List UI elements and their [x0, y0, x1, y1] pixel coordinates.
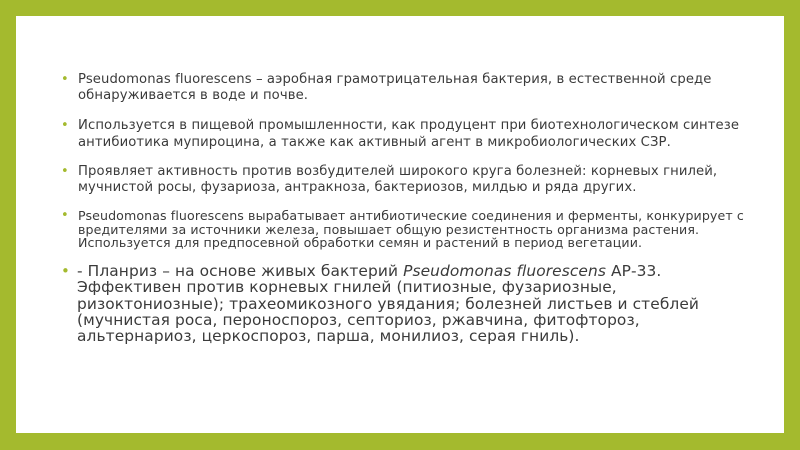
- bullet-text: Проявляет активность против возбудителей широкого круга болезней: корневых гнилей, мучнистой росы, фузариоза, антракноза, бактериозов, милдью и ряда других.: [78, 164, 718, 195]
- bullet-icon: •: [61, 164, 69, 179]
- bullet-icon: •: [61, 72, 69, 87]
- bullet-text: Используется в пищевой промышленности, как продуцент при биотехнологическом синтезе антибиотика мупироцина, а также как активный агент в микробиологических СЗР.: [78, 118, 740, 150]
- bullet-icon: •: [61, 208, 69, 223]
- bullet-text-italic: Pseudomonas fluorescens: [403, 261, 606, 280]
- bullet-item: [60, 117, 760, 151]
- bullet-icon: •: [61, 118, 69, 133]
- bullet-text-suffix: АР-33. Эффективен против корневых гнилей (питиозные, фузариозные, ризоктониозные); трахеомикозного увядания; болезней листьев и стеблей (мучнистая роса, пероноспороз, септориоз, ржавчина, фитофтороз, альтернариоз, церкоспороз, парша, монилиоз, серая гниль).: [77, 261, 700, 346]
- bullet-item: [60, 164, 760, 196]
- bullet-icon: •: [61, 261, 70, 280]
- bullet-text-prefix: - Планриз – на основе живых бактерий: [77, 261, 404, 280]
- slide-content: [16, 16, 784, 433]
- bullet-item: [60, 209, 760, 250]
- bullet-item: [60, 263, 760, 345]
- bullet-text: Pseudomonas fluorescens – аэробная грамотрицательная бактерия, в естественной среде обнаруживается в воде и почве.: [78, 72, 712, 103]
- bullet-text: Pseudomonas fluorescens вырабатывает антибиотические соединения и ферменты, конкурирует с вредителями за источники железа, повышает общую резистентность организма растения. Используется для предпосевной обработки семян и растений в период вегетации.: [78, 208, 744, 251]
- bullet-list: [60, 72, 760, 358]
- bullet-item: [60, 72, 760, 104]
